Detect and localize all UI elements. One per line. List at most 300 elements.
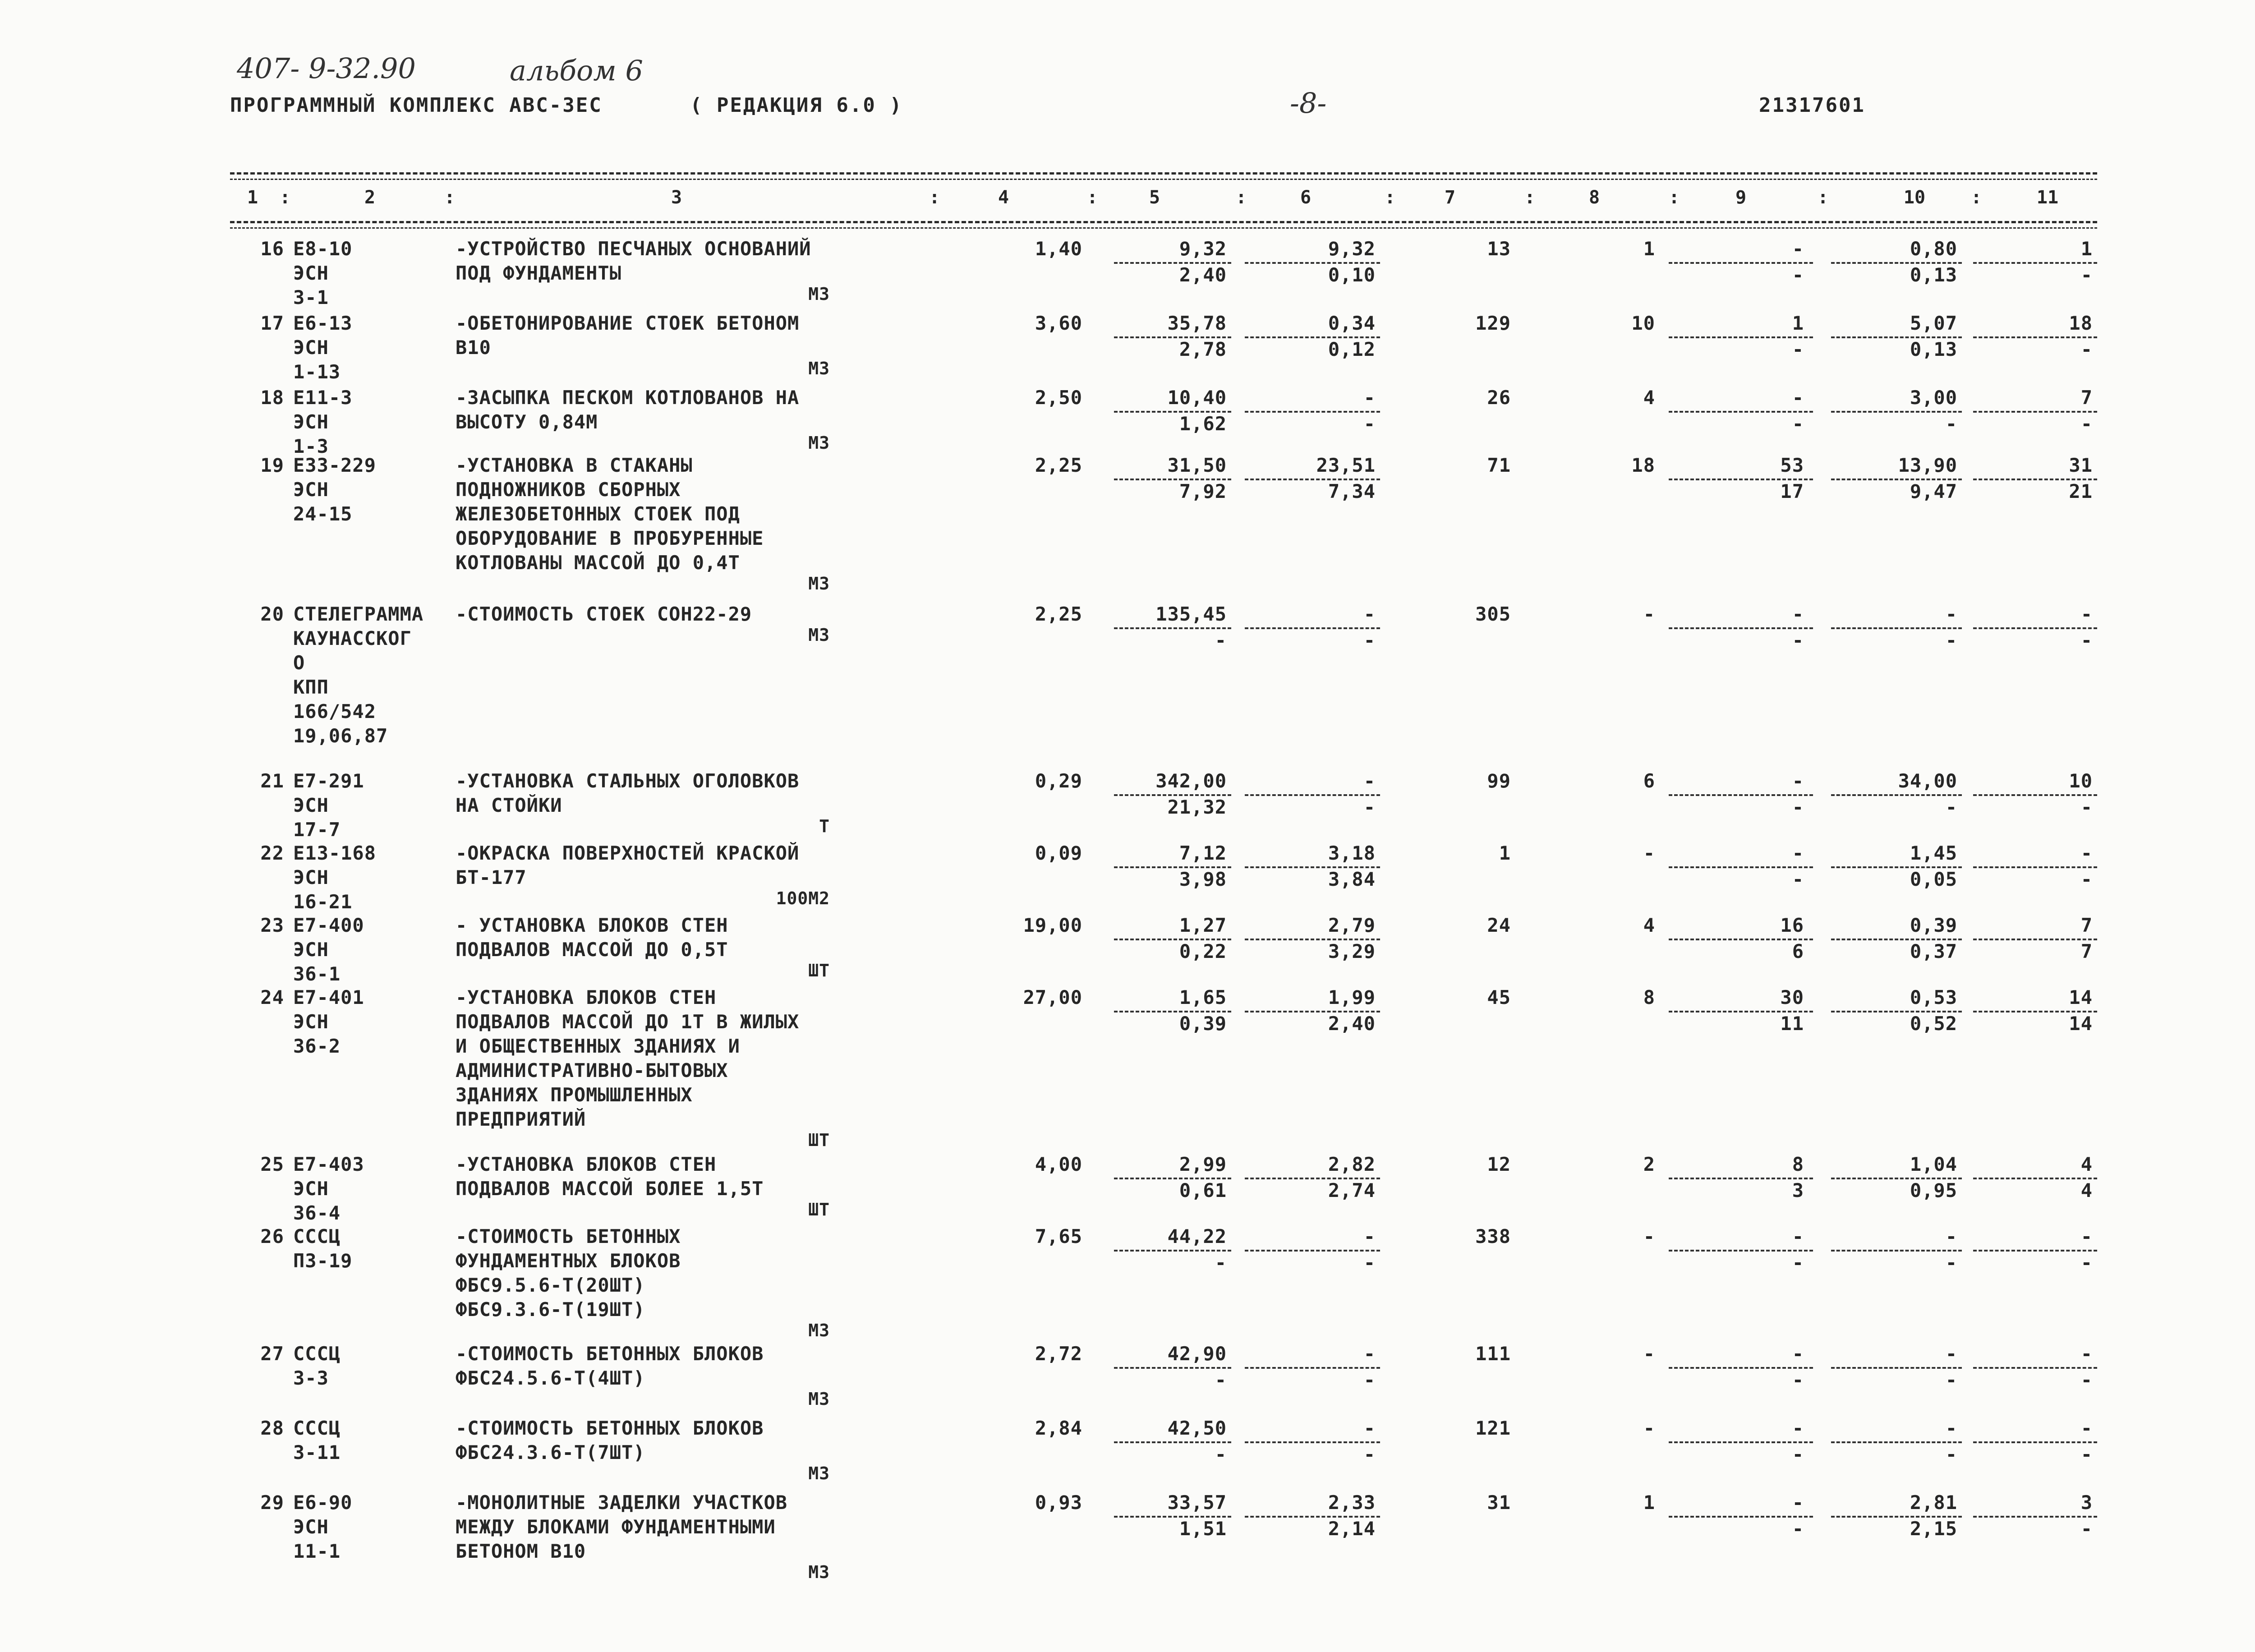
cell-col7: 338 [1475, 1225, 1511, 1247]
cell-col7: 45 [1487, 986, 1511, 1008]
cell-col5-top: 42,90 [1167, 1343, 1227, 1365]
cell-col6-top: 2,82 [1328, 1153, 1376, 1175]
cell-col5-bottom: 0,61 [1179, 1179, 1227, 1201]
row-code-line: E8-10 [293, 238, 353, 260]
row-description-line: ЗДАНИЯХ ПРОМЫШЛЕННЫХ [456, 1084, 693, 1106]
cell-col4: 2,50 [1035, 387, 1082, 409]
cell-col8: 4 [1643, 914, 1655, 936]
cell-col4: 2,25 [1035, 454, 1082, 476]
row-unit: М3 [808, 625, 830, 645]
cell-col9-bottom: - [1792, 264, 1804, 286]
column-separator: : [1087, 187, 1098, 208]
value-underline [1669, 1178, 1813, 1179]
column-header-7: 7 [1444, 187, 1456, 208]
table-top-rule-2 [230, 179, 2097, 180]
value-underline [1831, 411, 1962, 413]
row-code-line: ЭСН [293, 794, 329, 816]
cell-col10-bottom: - [1945, 1443, 1957, 1465]
cell-col7: 129 [1475, 312, 1511, 334]
cell-col6-bottom: - [1363, 1443, 1376, 1465]
row-code-line: КПП [293, 676, 329, 698]
cell-col10-bottom: 0,05 [1910, 868, 1957, 890]
cell-col6-bottom: 2,74 [1328, 1179, 1376, 1201]
row-code-line: 36-2 [293, 1035, 341, 1057]
row-number: 28 [260, 1417, 284, 1439]
row-description-line: БТ-177 [456, 866, 527, 888]
cell-col7: 12 [1487, 1153, 1511, 1175]
cell-col10-bottom: - [1945, 796, 1957, 818]
row-description-line: -ОКРАСКА ПОВЕРХНОСТЕЙ КРАСКОЙ [456, 842, 800, 864]
row-code-line: E7-291 [293, 770, 364, 792]
row-number: 23 [260, 914, 284, 936]
cell-col10-bottom: - [1945, 629, 1957, 651]
row-code-line: ЭСН [293, 939, 329, 961]
cell-col7: 1 [1499, 842, 1511, 864]
row-description-line: ФБС9.3.6-Т(19ШТ) [456, 1298, 645, 1321]
cell-col9-bottom: 6 [1792, 940, 1804, 962]
value-underline [1245, 627, 1380, 629]
row-unit: М3 [808, 433, 830, 453]
row-description-line: -МОНОЛИТНЫЕ ЗАДЕЛКИ УЧАСТКОВ [456, 1491, 788, 1514]
cell-col5-top: 35,78 [1167, 312, 1227, 334]
row-unit: М3 [808, 359, 830, 378]
value-underline [1669, 1011, 1813, 1012]
cell-col9-top: - [1792, 603, 1804, 625]
row-description-line: -СТОИМОСТЬ БЕТОННЫХ БЛОКОВ [456, 1417, 764, 1439]
cell-col8: 1 [1643, 238, 1655, 260]
value-underline [1973, 262, 2097, 264]
value-underline [1245, 1011, 1380, 1012]
row-code-line: О [293, 652, 305, 674]
value-underline [1245, 1250, 1380, 1252]
cell-col4: 0,29 [1035, 770, 1082, 792]
cell-col11-top: - [2080, 1225, 2093, 1247]
cell-col11-top: 3 [2080, 1491, 2093, 1514]
row-number: 20 [260, 603, 284, 625]
cell-col11-top: - [2080, 842, 2093, 864]
cell-col5-top: 7,12 [1179, 842, 1227, 864]
row-code-line: 24-15 [293, 503, 353, 525]
column-header-10: 10 [1903, 187, 1926, 208]
handwritten-album: альбом 6 [510, 54, 643, 87]
row-description-line: ПОДНОЖНИКОВ СБОРНЫХ [456, 479, 681, 501]
cell-col5-top: 44,22 [1167, 1225, 1227, 1247]
row-description-line: ПОДВАЛОВ МАССОЙ ДО 0,5Т [456, 939, 728, 961]
row-unit: М3 [808, 284, 830, 304]
cell-col8: 18 [1631, 454, 1655, 476]
value-underline [1669, 479, 1813, 480]
cell-col7: 24 [1487, 914, 1511, 936]
value-underline [1245, 1516, 1380, 1518]
value-underline [1669, 1250, 1813, 1252]
cell-col5-bottom: 1,51 [1179, 1518, 1227, 1540]
row-code-line: 1-13 [293, 361, 341, 383]
row-description-line: -ОБЕТОНИРОВАНИЕ СТОЕК БЕТОНОМ [456, 312, 800, 334]
value-underline [1831, 1516, 1962, 1518]
cell-col11-top: 10 [2069, 770, 2093, 792]
row-code-line: 36-4 [293, 1202, 341, 1224]
value-underline [1669, 939, 1813, 940]
cell-col6-bottom: 3,84 [1328, 868, 1376, 890]
row-description-line: ФБС24.3.6-Т(7ШТ) [456, 1441, 645, 1463]
column-separator: : [1524, 187, 1536, 208]
cell-col9-bottom: - [1792, 1252, 1804, 1274]
value-underline [1973, 1367, 2097, 1369]
value-underline [1245, 336, 1380, 338]
value-underline [1669, 262, 1813, 264]
cell-col5-top: 42,50 [1167, 1417, 1227, 1439]
cell-col5-bottom: - [1215, 1252, 1227, 1274]
value-underline [1831, 1178, 1962, 1179]
row-code-line: E7-403 [293, 1153, 364, 1175]
value-underline [1831, 1011, 1962, 1012]
cell-col9-bottom: - [1792, 338, 1804, 360]
cell-col5-bottom: 21,32 [1167, 796, 1227, 818]
row-unit: М3 [808, 1562, 830, 1582]
cell-col8: 4 [1643, 387, 1655, 409]
cell-col9-top: 1 [1792, 312, 1804, 334]
value-underline [1973, 411, 2097, 413]
value-underline [1245, 479, 1380, 480]
column-header-6: 6 [1300, 187, 1312, 208]
column-header-8: 8 [1588, 187, 1600, 208]
value-underline [1973, 627, 2097, 629]
column-separator: : [1971, 187, 1982, 208]
row-unit: ШТ [808, 1130, 830, 1150]
cell-col9-top: - [1792, 1491, 1804, 1514]
value-underline [1973, 794, 2097, 796]
value-underline [1114, 411, 1231, 413]
cell-col10-top: 1,45 [1910, 842, 1957, 864]
row-description-line: АДМИНИСТРАТИВНО-БЫТОВЫХ [456, 1059, 728, 1081]
cell-col5-bottom: 0,39 [1179, 1012, 1227, 1035]
cell-col11-bottom: - [2080, 629, 2093, 651]
row-description-line: ПОДВАЛОВ МАССОЙ БОЛЕЕ 1,5Т [456, 1178, 764, 1200]
handwritten-doc-code: 407- 9-32.90 [237, 52, 416, 85]
row-description-line: ФБС24.5.6-Т(4ШТ) [456, 1367, 645, 1389]
cell-col4: 27,00 [1023, 986, 1082, 1008]
value-underline [1669, 1516, 1813, 1518]
edition-label: ( РЕДАКЦИЯ 6.0 ) [690, 94, 903, 117]
cell-col6-bottom: - [1363, 1369, 1376, 1391]
value-underline [1114, 1367, 1231, 1369]
row-description-line: -ЗАСЫПКА ПЕСКОМ КОТЛОВАНОВ НА [456, 387, 800, 409]
cell-col5-top: 33,57 [1167, 1491, 1227, 1514]
row-code-line: E33-229 [293, 454, 377, 476]
row-number: 27 [260, 1343, 284, 1365]
cell-col6-top: - [1363, 1225, 1376, 1247]
cell-col5-bottom: 7,92 [1179, 480, 1227, 502]
column-header-1: 1 [247, 187, 258, 208]
value-underline [1973, 1178, 2097, 1179]
cell-col11-top: 1 [2080, 238, 2093, 260]
value-underline [1114, 794, 1231, 796]
row-code-line: ЭСН [293, 479, 329, 501]
cell-col11-bottom: 7 [2080, 940, 2093, 962]
cell-col7: 305 [1475, 603, 1511, 625]
cell-col5-top: 342,00 [1155, 770, 1227, 792]
value-underline [1973, 479, 2097, 480]
cell-col11-bottom: - [2080, 1252, 2093, 1274]
cell-col6-top: 2,79 [1328, 914, 1376, 936]
header-bottom-rule [230, 221, 2097, 223]
row-code-line: ЭСН [293, 411, 329, 433]
cell-col9-top: - [1792, 238, 1804, 260]
value-underline [1114, 262, 1231, 264]
row-description-line: -СТОИМОСТЬ СТОЕК СОН22-29 [456, 603, 752, 625]
row-unit: Т [819, 816, 830, 836]
cell-col4: 1,40 [1035, 238, 1082, 260]
cell-col11-bottom: - [2080, 1443, 2093, 1465]
row-code-line: ЭСН [293, 1011, 329, 1033]
cell-col9-top: - [1792, 1225, 1804, 1247]
row-number: 26 [260, 1225, 284, 1247]
cell-col4: 0,93 [1035, 1491, 1082, 1514]
cell-col10-top: 1,04 [1910, 1153, 1957, 1175]
cell-col11-bottom: 21 [2069, 480, 2093, 502]
value-underline [1669, 336, 1813, 338]
cell-col6-top: 23,51 [1316, 454, 1376, 476]
row-description-line: -СТОИМОСТЬ БЕТОННЫХ БЛОКОВ [456, 1343, 764, 1365]
cell-col11-bottom: 14 [2069, 1012, 2093, 1035]
cell-col11-bottom: 4 [2080, 1179, 2093, 1201]
cell-col8: 8 [1643, 986, 1655, 1008]
value-underline [1831, 262, 1962, 264]
value-underline [1114, 939, 1231, 940]
value-underline [1114, 1178, 1231, 1179]
column-separator: : [929, 187, 940, 208]
row-number: 18 [260, 387, 284, 409]
row-code-line: 16-21 [293, 891, 353, 913]
row-description-line: КОТЛОВАНЫ МАССОЙ ДО 0,4Т [456, 552, 740, 574]
cell-col5-top: 9,32 [1179, 238, 1227, 260]
value-underline [1831, 627, 1962, 629]
value-underline [1973, 1441, 2097, 1443]
cell-col11-top: 7 [2080, 914, 2093, 936]
cell-col7: 26 [1487, 387, 1511, 409]
row-description-line: МЕЖДУ БЛОКАМИ ФУНДАМЕНТНЫМИ [456, 1516, 776, 1538]
row-code-line: E13-168 [293, 842, 377, 864]
value-underline [1831, 939, 1962, 940]
row-description-line: -СТОИМОСТЬ БЕТОННЫХ [456, 1225, 681, 1247]
value-underline [1973, 1516, 2097, 1518]
cell-col5-bottom: - [1215, 1443, 1227, 1465]
cell-col11-bottom: - [2080, 413, 2093, 435]
cell-col4: 0,09 [1035, 842, 1082, 864]
row-number: 29 [260, 1491, 284, 1514]
row-code-line: 17-7 [293, 819, 341, 841]
cell-col9-top: 30 [1780, 986, 1804, 1008]
cell-col11-bottom: - [2080, 338, 2093, 360]
value-underline [1973, 336, 2097, 338]
row-code-line: E6-13 [293, 312, 353, 334]
cell-col6-top: 2,33 [1328, 1491, 1376, 1514]
column-separator: : [1669, 187, 1680, 208]
row-description-line: -УСТРОЙСТВО ПЕСЧАНЫХ ОСНОВАНИЙ [456, 238, 811, 260]
cell-col9-top: 16 [1780, 914, 1804, 936]
value-underline [1831, 1367, 1962, 1369]
cell-col8: - [1643, 842, 1655, 864]
cell-col9-bottom: - [1792, 629, 1804, 651]
row-unit: М3 [808, 574, 830, 594]
cell-col8: 1 [1643, 1491, 1655, 1514]
row-description-line: -УСТАНОВКА БЛОКОВ СТЕН [456, 1153, 717, 1175]
cell-col6-top: 0,34 [1328, 312, 1376, 334]
cell-col4: 4,00 [1035, 1153, 1082, 1175]
row-description-line: ОБОРУДОВАНИЕ В ПРОБУРЕННЫЕ [456, 527, 764, 549]
cell-col5-bottom: - [1215, 629, 1227, 651]
cell-col7: 111 [1475, 1343, 1511, 1365]
cell-col9-bottom: - [1792, 413, 1804, 435]
value-underline [1245, 939, 1380, 940]
row-code-line: 3-11 [293, 1441, 341, 1463]
cell-col10-top: - [1945, 1417, 1957, 1439]
cell-col9-bottom: 3 [1792, 1179, 1804, 1201]
row-code-line: 3-3 [293, 1367, 329, 1389]
cell-col10-top: 13,90 [1898, 454, 1957, 476]
cell-col8: 6 [1643, 770, 1655, 792]
cell-col6-bottom: 2,40 [1328, 1012, 1376, 1035]
cell-col10-top: 3,00 [1910, 387, 1957, 409]
row-unit: ШТ [808, 1200, 830, 1219]
cell-col7: 71 [1487, 454, 1511, 476]
row-code-line: СССЦ [293, 1225, 341, 1247]
cell-col10-top: 34,00 [1898, 770, 1957, 792]
row-description-line: И ОБЩЕСТВЕННЫХ ЗДАНИЯХ И [456, 1035, 740, 1057]
row-code-line: 19,06,87 [293, 725, 388, 747]
cell-col11-bottom: - [2080, 796, 2093, 818]
cell-col8: - [1643, 1343, 1655, 1365]
cell-col4: 2,72 [1035, 1343, 1082, 1365]
cell-col6-top: - [1363, 1417, 1376, 1439]
row-description-line: ФБС9.5.6-Т(20ШТ) [456, 1274, 645, 1296]
cell-col6-top: - [1363, 387, 1376, 409]
cell-col10-top: 2,81 [1910, 1491, 1957, 1514]
value-underline [1669, 1441, 1813, 1443]
cell-col4: 19,00 [1023, 914, 1082, 936]
row-unit: М3 [808, 1463, 830, 1483]
cell-col11-top: 31 [2069, 454, 2093, 476]
cell-col11-top: 14 [2069, 986, 2093, 1008]
cell-col6-top: - [1363, 770, 1376, 792]
column-separator: : [444, 187, 456, 208]
cell-col10-bottom: - [1945, 1369, 1957, 1391]
cell-col6-bottom: 2,14 [1328, 1518, 1376, 1540]
column-separator: : [280, 187, 291, 208]
value-underline [1245, 1441, 1380, 1443]
value-underline [1114, 1441, 1231, 1443]
value-underline [1973, 866, 2097, 868]
cell-col11-top: - [2080, 1343, 2093, 1365]
cell-col4: 2,25 [1035, 603, 1082, 625]
row-description-line: В10 [456, 336, 491, 359]
cell-col6-top: 1,99 [1328, 986, 1376, 1008]
value-underline [1114, 336, 1231, 338]
cell-col10-bottom: 0,13 [1910, 338, 1957, 360]
cell-col6-top: 9,32 [1328, 238, 1376, 260]
row-number: 17 [260, 312, 284, 334]
cell-col10-bottom: - [1945, 413, 1957, 435]
cell-col4: 2,84 [1035, 1417, 1082, 1439]
cell-col9-top: 8 [1792, 1153, 1804, 1175]
cell-col9-top: - [1792, 1417, 1804, 1439]
row-unit: 100М2 [776, 888, 830, 908]
cell-col6-bottom: - [1363, 629, 1376, 651]
cell-col8: - [1643, 1417, 1655, 1439]
column-header-5: 5 [1149, 187, 1160, 208]
column-header-9: 9 [1735, 187, 1747, 208]
row-description-line: ПРЕДПРИЯТИЙ [456, 1108, 586, 1130]
cell-col5-bottom: 3,98 [1179, 868, 1227, 890]
row-number: 19 [260, 454, 284, 476]
value-underline [1669, 411, 1813, 413]
value-underline [1973, 1011, 2097, 1012]
row-code-line: СТЕЛЕГРАММА [293, 603, 424, 625]
row-code-line: E6-90 [293, 1491, 353, 1514]
column-separator: : [1818, 187, 1829, 208]
value-underline [1973, 939, 2097, 940]
value-underline [1114, 1011, 1231, 1012]
cell-col9-top: - [1792, 387, 1804, 409]
row-code-line: 11-1 [293, 1540, 341, 1562]
page-number: -8- [1290, 87, 1327, 120]
cell-col10-bottom: - [1945, 1252, 1957, 1274]
value-underline [1114, 1516, 1231, 1518]
row-description-line: - УСТАНОВКА БЛОКОВ СТЕН [456, 914, 728, 936]
cell-col6-bottom: - [1363, 796, 1376, 818]
row-description-line: НА СТОЙКИ [456, 794, 562, 816]
row-unit: М3 [808, 1389, 830, 1409]
row-description-line: БЕТОНОМ В10 [456, 1540, 586, 1562]
column-header-2: 2 [364, 187, 376, 208]
cell-col9-bottom: - [1792, 796, 1804, 818]
cell-col8: 2 [1643, 1153, 1655, 1175]
cell-col11-bottom: - [2080, 1518, 2093, 1540]
cell-col9-bottom: - [1792, 868, 1804, 890]
row-code-line: ЭСН [293, 262, 329, 284]
cell-col10-top: 0,53 [1910, 986, 1957, 1008]
column-header-4: 4 [998, 187, 1009, 208]
row-description-line: ПОДВАЛОВ МАССОЙ ДО 1Т В ЖИЛЫХ [456, 1011, 800, 1033]
cell-col5-top: 1,27 [1179, 914, 1227, 936]
cell-col10-top: - [1945, 1343, 1957, 1365]
value-underline [1245, 411, 1380, 413]
cell-col5-top: 2,99 [1179, 1153, 1227, 1175]
row-code-line: ЭСН [293, 866, 329, 888]
cell-col4: 3,60 [1035, 312, 1082, 334]
cell-col6-bottom: 0,10 [1328, 264, 1376, 286]
cell-col10-top: 0,80 [1910, 238, 1957, 260]
row-code-line: E11-3 [293, 387, 353, 409]
cell-col5-top: 10,40 [1167, 387, 1227, 409]
row-code-line: 36-1 [293, 963, 341, 985]
cell-col5-bottom: 0,22 [1179, 940, 1227, 962]
table-top-rule [230, 172, 2097, 175]
row-description-line: -УСТАНОВКА СТАЛЬНЫХ ОГОЛОВКОВ [456, 770, 800, 792]
row-code-line: 3-1 [293, 286, 329, 308]
value-underline [1831, 794, 1962, 796]
row-code-line: ЭСН [293, 1516, 329, 1538]
header-bottom-rule-2 [230, 227, 2097, 229]
row-description-line: -УСТАНОВКА В СТАКАНЫ [456, 454, 693, 476]
row-code-line: ЭСН [293, 1178, 329, 1200]
cell-col10-bottom: 9,47 [1910, 480, 1957, 502]
cell-col10-top: - [1945, 1225, 1957, 1247]
cell-col5-bottom: 2,40 [1179, 264, 1227, 286]
cell-col9-top: 53 [1780, 454, 1804, 476]
column-header-3: 3 [671, 187, 682, 208]
cell-col8: - [1643, 1225, 1655, 1247]
